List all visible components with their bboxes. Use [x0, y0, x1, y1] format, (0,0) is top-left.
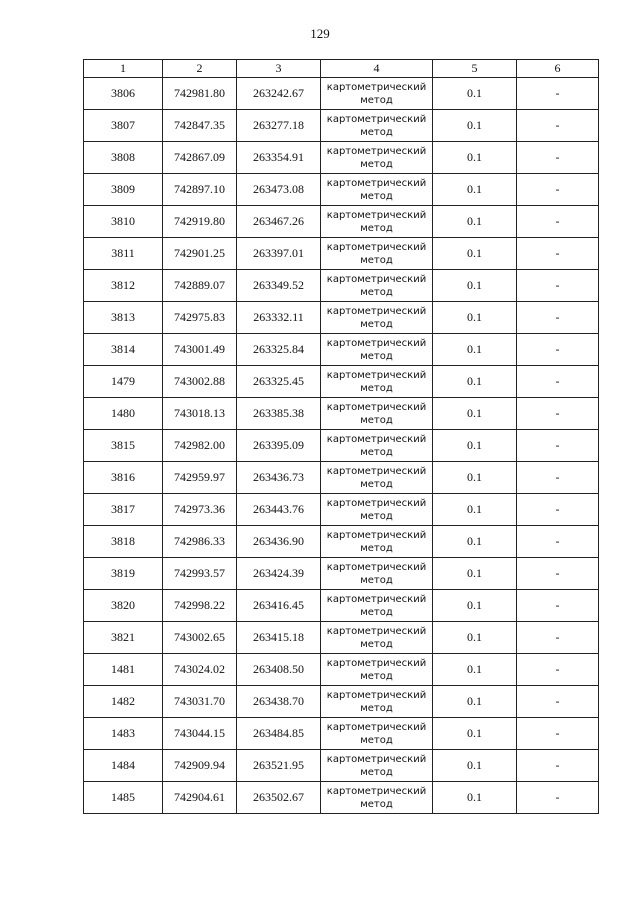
- point-id-cell: 3806: [84, 78, 163, 110]
- accuracy-cell: 0.1: [433, 430, 517, 462]
- note-cell: -: [517, 366, 599, 398]
- table-row: [84, 462, 599, 494]
- y-coordinate-cell: 263332.11: [237, 302, 321, 334]
- y-coordinate-cell: 263397.01: [237, 238, 321, 270]
- method-line-2: метод: [360, 766, 393, 778]
- table-row: [84, 526, 599, 558]
- table-row: [84, 590, 599, 622]
- x-coordinate-cell: 743002.88: [163, 366, 237, 398]
- method-cell: [321, 110, 433, 142]
- method-cell: [321, 526, 433, 558]
- method-cell: [321, 238, 433, 270]
- point-id-cell: 3809: [84, 174, 163, 206]
- x-coordinate-cell: 742901.25: [163, 238, 237, 270]
- method-line-1: картометрический: [326, 433, 427, 445]
- method-line-2: метод: [360, 254, 393, 266]
- note-cell: -: [517, 430, 599, 462]
- method-line-1: картометрический: [326, 113, 427, 125]
- method-line-2: метод: [360, 638, 393, 650]
- method-line-2: метод: [360, 318, 393, 330]
- x-coordinate-cell: 742982.00: [163, 430, 237, 462]
- method-line-2: метод: [360, 510, 393, 522]
- method-cell: [321, 430, 433, 462]
- accuracy-cell: 0.1: [433, 142, 517, 174]
- note-cell: -: [517, 686, 599, 718]
- table-row: [84, 366, 599, 398]
- y-coordinate-cell: 263521.95: [237, 750, 321, 782]
- y-coordinate-cell: 263424.39: [237, 558, 321, 590]
- point-id-cell: 1480: [84, 398, 163, 430]
- y-coordinate-cell: 263438.70: [237, 686, 321, 718]
- method-cell: [321, 782, 433, 814]
- column-header: 4: [321, 60, 433, 78]
- method-cell: [321, 718, 433, 750]
- method-line-2: метод: [360, 574, 393, 586]
- y-coordinate-cell: 263467.26: [237, 206, 321, 238]
- method-line-1: картометрический: [326, 657, 427, 669]
- method-cell: [321, 462, 433, 494]
- note-cell: -: [517, 782, 599, 814]
- table-header-row: [84, 60, 599, 78]
- x-coordinate-cell: 742998.22: [163, 590, 237, 622]
- accuracy-cell: 0.1: [433, 686, 517, 718]
- method-line-2: метод: [360, 350, 393, 362]
- method-line-1: картометрический: [326, 273, 427, 285]
- method-cell: [321, 654, 433, 686]
- method-line-1: картометрический: [326, 369, 427, 381]
- method-cell: [321, 622, 433, 654]
- method-line-2: метод: [360, 382, 393, 394]
- x-coordinate-cell: 742973.36: [163, 494, 237, 526]
- method-line-2: метод: [360, 606, 393, 618]
- y-coordinate-cell: 263242.67: [237, 78, 321, 110]
- method-line-2: метод: [360, 446, 393, 458]
- x-coordinate-cell: 742959.97: [163, 462, 237, 494]
- method-line-2: метод: [360, 286, 393, 298]
- x-coordinate-cell: 742919.80: [163, 206, 237, 238]
- y-coordinate-cell: 263416.45: [237, 590, 321, 622]
- point-id-cell: 3813: [84, 302, 163, 334]
- note-cell: -: [517, 334, 599, 366]
- table-row: [84, 78, 599, 110]
- note-cell: -: [517, 558, 599, 590]
- method-cell: [321, 174, 433, 206]
- note-cell: -: [517, 462, 599, 494]
- accuracy-cell: 0.1: [433, 398, 517, 430]
- accuracy-cell: 0.1: [433, 110, 517, 142]
- y-coordinate-cell: 263502.67: [237, 782, 321, 814]
- coordinates-table: [83, 59, 599, 814]
- table-row: [84, 430, 599, 462]
- x-coordinate-cell: 743031.70: [163, 686, 237, 718]
- x-coordinate-cell: 742986.33: [163, 526, 237, 558]
- accuracy-cell: 0.1: [433, 174, 517, 206]
- note-cell: -: [517, 622, 599, 654]
- method-cell: [321, 366, 433, 398]
- method-line-1: картометрический: [326, 593, 427, 605]
- y-coordinate-cell: 263349.52: [237, 270, 321, 302]
- note-cell: -: [517, 398, 599, 430]
- accuracy-cell: 0.1: [433, 78, 517, 110]
- note-cell: -: [517, 302, 599, 334]
- note-cell: -: [517, 526, 599, 558]
- method-line-1: картометрический: [326, 465, 427, 477]
- x-coordinate-cell: 742909.94: [163, 750, 237, 782]
- method-cell: [321, 78, 433, 110]
- note-cell: -: [517, 718, 599, 750]
- note-cell: -: [517, 270, 599, 302]
- table-row: [84, 334, 599, 366]
- column-header: 1: [84, 60, 163, 78]
- x-coordinate-cell: 743044.15: [163, 718, 237, 750]
- method-line-2: метод: [360, 126, 393, 138]
- table-row: [84, 558, 599, 590]
- point-id-cell: 1484: [84, 750, 163, 782]
- y-coordinate-cell: 263325.84: [237, 334, 321, 366]
- point-id-cell: 3808: [84, 142, 163, 174]
- method-line-1: картометрический: [326, 305, 427, 317]
- method-cell: [321, 270, 433, 302]
- accuracy-cell: 0.1: [433, 206, 517, 238]
- method-cell: [321, 142, 433, 174]
- point-id-cell: 3812: [84, 270, 163, 302]
- method-line-2: метод: [360, 222, 393, 234]
- table-row: [84, 238, 599, 270]
- table-row: [84, 686, 599, 718]
- y-coordinate-cell: 263408.50: [237, 654, 321, 686]
- point-id-cell: 1482: [84, 686, 163, 718]
- method-line-1: картометрический: [326, 401, 427, 413]
- table-row: [84, 110, 599, 142]
- y-coordinate-cell: 263436.90: [237, 526, 321, 558]
- accuracy-cell: 0.1: [433, 718, 517, 750]
- method-line-2: метод: [360, 190, 393, 202]
- column-header: 3: [237, 60, 321, 78]
- column-header: 5: [433, 60, 517, 78]
- method-cell: [321, 750, 433, 782]
- y-coordinate-cell: 263436.73: [237, 462, 321, 494]
- method-line-2: метод: [360, 94, 393, 106]
- note-cell: -: [517, 238, 599, 270]
- note-cell: -: [517, 494, 599, 526]
- y-coordinate-cell: 263354.91: [237, 142, 321, 174]
- method-line-2: метод: [360, 158, 393, 170]
- note-cell: -: [517, 654, 599, 686]
- table-row: [84, 622, 599, 654]
- table-row: [84, 494, 599, 526]
- accuracy-cell: 0.1: [433, 750, 517, 782]
- point-id-cell: 1479: [84, 366, 163, 398]
- point-id-cell: 3814: [84, 334, 163, 366]
- point-id-cell: 1481: [84, 654, 163, 686]
- point-id-cell: 3817: [84, 494, 163, 526]
- method-line-2: метод: [360, 734, 393, 746]
- table-row: [84, 718, 599, 750]
- x-coordinate-cell: 742975.83: [163, 302, 237, 334]
- method-line-1: картометрический: [326, 689, 427, 701]
- accuracy-cell: 0.1: [433, 238, 517, 270]
- method-line-1: картометрический: [326, 785, 427, 797]
- page-number: 129: [310, 26, 330, 41]
- x-coordinate-cell: 742981.80: [163, 78, 237, 110]
- x-coordinate-cell: 743024.02: [163, 654, 237, 686]
- note-cell: -: [517, 206, 599, 238]
- method-line-1: картометрический: [326, 177, 427, 189]
- method-line-2: метод: [360, 414, 393, 426]
- table-row: [84, 270, 599, 302]
- accuracy-cell: 0.1: [433, 462, 517, 494]
- x-coordinate-cell: 742897.10: [163, 174, 237, 206]
- method-line-1: картометрический: [326, 721, 427, 733]
- accuracy-cell: 0.1: [433, 494, 517, 526]
- column-header: 6: [517, 60, 599, 78]
- column-header: 2: [163, 60, 237, 78]
- note-cell: -: [517, 174, 599, 206]
- accuracy-cell: 0.1: [433, 558, 517, 590]
- y-coordinate-cell: 263473.08: [237, 174, 321, 206]
- method-cell: [321, 686, 433, 718]
- accuracy-cell: 0.1: [433, 622, 517, 654]
- y-coordinate-cell: 263385.38: [237, 398, 321, 430]
- method-line-1: картометрический: [326, 753, 427, 765]
- method-line-2: метод: [360, 798, 393, 810]
- accuracy-cell: 0.1: [433, 590, 517, 622]
- method-cell: [321, 334, 433, 366]
- point-id-cell: 3807: [84, 110, 163, 142]
- x-coordinate-cell: 742904.61: [163, 782, 237, 814]
- accuracy-cell: 0.1: [433, 782, 517, 814]
- method-line-2: метод: [360, 542, 393, 554]
- x-coordinate-cell: 742993.57: [163, 558, 237, 590]
- accuracy-cell: 0.1: [433, 654, 517, 686]
- method-line-1: картометрический: [326, 561, 427, 573]
- accuracy-cell: 0.1: [433, 270, 517, 302]
- point-id-cell: 3811: [84, 238, 163, 270]
- table-row: [84, 206, 599, 238]
- x-coordinate-cell: 743018.13: [163, 398, 237, 430]
- accuracy-cell: 0.1: [433, 334, 517, 366]
- x-coordinate-cell: 742847.35: [163, 110, 237, 142]
- y-coordinate-cell: 263484.85: [237, 718, 321, 750]
- method-line-1: картометрический: [326, 337, 427, 349]
- note-cell: -: [517, 590, 599, 622]
- x-coordinate-cell: 743001.49: [163, 334, 237, 366]
- x-coordinate-cell: 742889.07: [163, 270, 237, 302]
- note-cell: -: [517, 78, 599, 110]
- method-cell: [321, 206, 433, 238]
- table-row: [84, 782, 599, 814]
- table-row: [84, 302, 599, 334]
- accuracy-cell: 0.1: [433, 366, 517, 398]
- method-line-1: картометрический: [326, 529, 427, 541]
- method-cell: [321, 302, 433, 334]
- table-row: [84, 174, 599, 206]
- note-cell: -: [517, 750, 599, 782]
- table-row: [84, 654, 599, 686]
- note-cell: -: [517, 142, 599, 174]
- table-row: [84, 142, 599, 174]
- method-line-2: метод: [360, 670, 393, 682]
- table-row: [84, 750, 599, 782]
- method-line-1: картометрический: [326, 209, 427, 221]
- y-coordinate-cell: 263277.18: [237, 110, 321, 142]
- method-line-1: картометрический: [326, 81, 427, 93]
- method-line-1: картометрический: [326, 625, 427, 637]
- method-line-2: метод: [360, 702, 393, 714]
- x-coordinate-cell: 742867.09: [163, 142, 237, 174]
- y-coordinate-cell: 263395.09: [237, 430, 321, 462]
- point-id-cell: 3821: [84, 622, 163, 654]
- table-body: [84, 78, 599, 814]
- x-coordinate-cell: 743002.65: [163, 622, 237, 654]
- point-id-cell: 1485: [84, 782, 163, 814]
- point-id-cell: 3815: [84, 430, 163, 462]
- point-id-cell: 3816: [84, 462, 163, 494]
- accuracy-cell: 0.1: [433, 526, 517, 558]
- method-line-1: картометрический: [326, 241, 427, 253]
- method-cell: [321, 398, 433, 430]
- y-coordinate-cell: 263415.18: [237, 622, 321, 654]
- y-coordinate-cell: 263443.76: [237, 494, 321, 526]
- method-cell: [321, 558, 433, 590]
- point-id-cell: 3810: [84, 206, 163, 238]
- method-line-1: картометрический: [326, 145, 427, 157]
- point-id-cell: 3818: [84, 526, 163, 558]
- point-id-cell: 1483: [84, 718, 163, 750]
- accuracy-cell: 0.1: [433, 302, 517, 334]
- method-line-1: картометрический: [326, 497, 427, 509]
- table-row: [84, 398, 599, 430]
- method-cell: [321, 494, 433, 526]
- y-coordinate-cell: 263325.45: [237, 366, 321, 398]
- note-cell: -: [517, 110, 599, 142]
- point-id-cell: 3820: [84, 590, 163, 622]
- method-line-2: метод: [360, 478, 393, 490]
- point-id-cell: 3819: [84, 558, 163, 590]
- method-cell: [321, 590, 433, 622]
